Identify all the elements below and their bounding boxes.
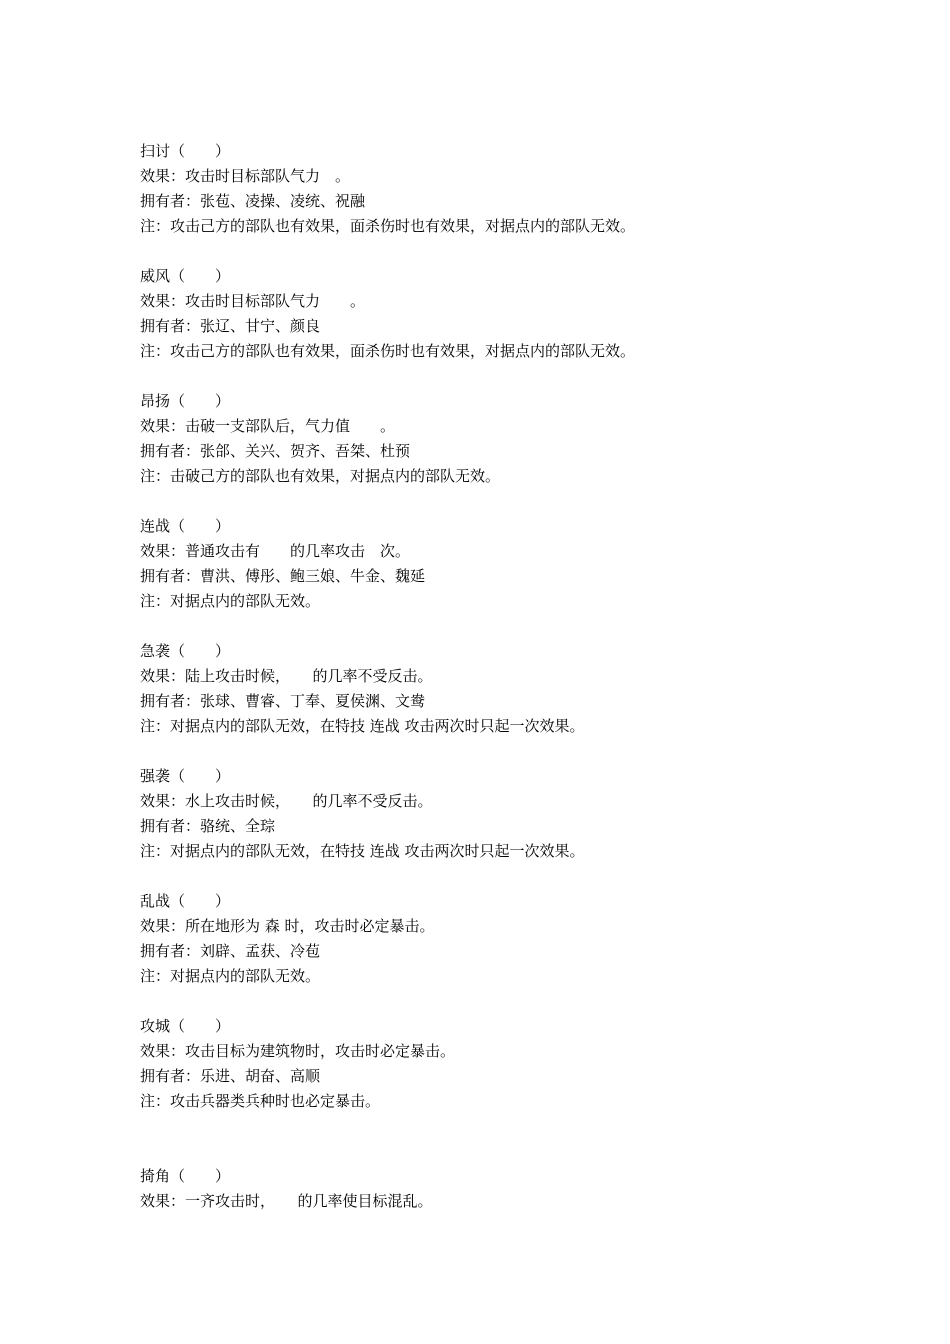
skill-note: 注：击破己方的部队也有效果，对据点内的部队无效。 — [140, 467, 501, 485]
spacer — [140, 864, 920, 889]
spacer — [140, 364, 920, 389]
skill-effect: 效果：水上攻击时候， 的几率不受反击。 — [140, 792, 433, 810]
skill-title: 攻城（ ） — [140, 1017, 231, 1035]
skill-entry-weifeng — [140, 264, 920, 364]
skill-entry-jixi — [140, 639, 920, 739]
skill-effect: 效果：攻击时目标部队气力 。 — [140, 292, 366, 310]
skill-title: 昂扬（ ） — [140, 392, 231, 410]
skill-title: 掎角（ ） — [140, 1167, 231, 1185]
skill-effect: 效果：攻击时目标部队气力 。 — [140, 167, 351, 185]
skill-owners: 拥有者：刘辟、孟获、冷苞 — [140, 942, 321, 960]
skill-entry-jijiao — [140, 1164, 920, 1214]
skill-entry-qiangxi — [140, 764, 920, 864]
skill-title: 连战（ ） — [140, 517, 231, 535]
skill-note: 注：对据点内的部队无效。 — [140, 967, 321, 985]
skill-owners: 拥有者：张苞、凌操、凌统、祝融 — [140, 192, 366, 210]
skill-note: 注：攻击己方的部队也有效果，面杀伤时也有效果，对据点内的部队无效。 — [140, 342, 636, 360]
skill-effect: 效果：普通攻击有 的几率攻击 次。 — [140, 542, 411, 560]
skill-effect: 效果：所在地形为 森 时，攻击时必定暴击。 — [140, 917, 435, 935]
skill-owners: 拥有者：张辽、甘宁、颜良 — [140, 317, 321, 335]
skill-entry-angyang — [140, 389, 920, 489]
skill-entry-saotao — [140, 139, 920, 239]
skill-note: 注：攻击兵器类兵种时也必定暴击。 — [140, 1092, 381, 1110]
spacer — [140, 239, 920, 264]
spacer — [140, 489, 920, 514]
spacer — [140, 614, 920, 639]
skill-note: 注：对据点内的部队无效，在特技 连战 攻击两次时只起一次效果。 — [140, 717, 585, 735]
skill-note: 注：对据点内的部队无效。 — [140, 592, 321, 610]
skill-entry-luanzhan — [140, 889, 920, 989]
skill-title: 威风（ ） — [140, 267, 231, 285]
skill-note: 注：攻击己方的部队也有效果，面杀伤时也有效果，对据点内的部队无效。 — [140, 217, 636, 235]
skill-effect: 效果：一齐攻击时， 的几率使目标混乱。 — [140, 1192, 433, 1210]
skill-effect: 效果：攻击目标为建筑物时，攻击时必定暴击。 — [140, 1042, 456, 1060]
spacer — [140, 989, 920, 1014]
skill-owners: 拥有者：乐进、胡奋、高顺 — [140, 1067, 321, 1085]
skill-entry-gongcheng — [140, 1014, 920, 1114]
skill-entry-lianzhan — [140, 514, 920, 614]
spacer — [140, 1114, 920, 1164]
skill-owners: 拥有者：张郃、关兴、贺齐、吾桀、杜预 — [140, 442, 411, 460]
skill-title: 扫讨（ ） — [140, 142, 231, 160]
skill-title: 强袭（ ） — [140, 767, 231, 785]
skill-note: 注：对据点内的部队无效，在特技 连战 攻击两次时只起一次效果。 — [140, 842, 585, 860]
spacer — [140, 739, 920, 764]
document-body — [140, 139, 920, 1214]
skill-owners: 拥有者：骆统、全琮 — [140, 817, 276, 835]
skill-effect: 效果：陆上攻击时候， 的几率不受反击。 — [140, 667, 433, 685]
skill-title: 乱战（ ） — [140, 892, 231, 910]
skill-effect: 效果：击破一支部队后，气力值 。 — [140, 417, 396, 435]
skill-owners: 拥有者：曹洪、傅彤、鲍三娘、牛金、魏延 — [140, 567, 426, 585]
skill-owners: 拥有者：张球、曹睿、丁奉、夏侯渊、文鸯 — [140, 692, 426, 710]
skill-title: 急袭（ ） — [140, 642, 231, 660]
